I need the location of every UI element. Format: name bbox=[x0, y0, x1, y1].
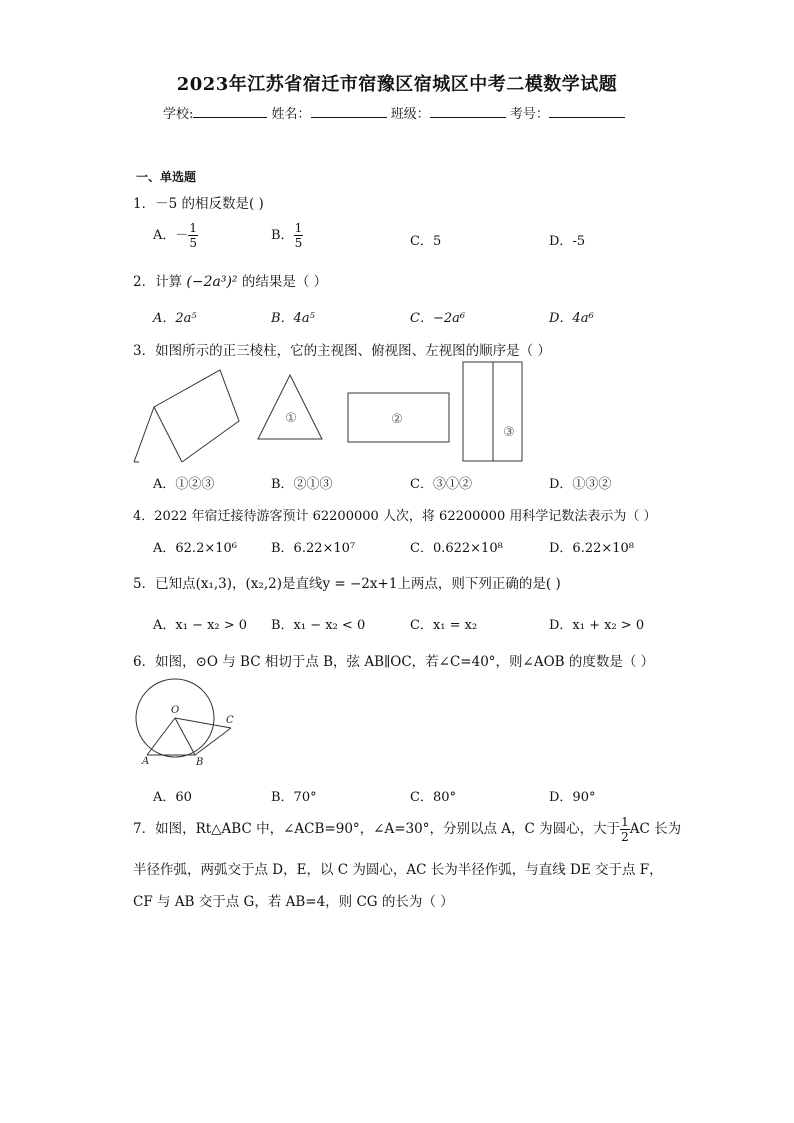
q2-option-b: B．4a⁵ bbox=[271, 311, 315, 326]
q6-label-b: B bbox=[196, 757, 204, 768]
q6-option-b: B．70° bbox=[271, 790, 317, 805]
question-7-line-3: CF 与 AB 交于点 G，若 AB=4，则 CG 的长为（ ） bbox=[133, 894, 454, 910]
q4-option-a: A．62.2×10⁶ bbox=[153, 541, 237, 556]
q6-circle-figure bbox=[134, 686, 244, 768]
exam-no-field[interactable] bbox=[549, 105, 625, 118]
q3-top-view-figure bbox=[347, 392, 451, 444]
q3-option-d: D．①③② bbox=[549, 477, 612, 492]
q2-option-a: A．2a⁵ bbox=[153, 311, 197, 326]
q3-prism-figure bbox=[130, 365, 242, 465]
q5-option-b: B．x₁ − x₂ < 0 bbox=[271, 618, 366, 633]
q6-label-o: O bbox=[171, 705, 180, 716]
q3-option-a: A．①②③ bbox=[153, 477, 215, 492]
section-heading: 一、单选题 bbox=[136, 170, 197, 184]
q2-option-d: D．4a⁶ bbox=[549, 311, 594, 326]
q3-label-2: ② bbox=[391, 412, 403, 427]
page-title: 2023年江苏省宿迁市宿豫区宿城区中考二模数学试题 bbox=[176, 74, 618, 95]
q4-option-d: D．6.22×10⁸ bbox=[549, 541, 635, 556]
q3-left-view-figure bbox=[462, 361, 524, 463]
question-6-stem: 6．如图，⊙O 与 BC 相切于点 B，弦 AB∥OC，若∠C=40°，则∠AOB 的度数是（ ） bbox=[133, 654, 655, 670]
question-3-stem: 3．如图所示的正三棱柱，它的主视图、俯视图、左视图的顺序是（ ） bbox=[133, 343, 551, 359]
q3-main-view-figure bbox=[255, 373, 325, 441]
student-info-row bbox=[163, 103, 625, 122]
q2-option-c: C．−2a⁶ bbox=[410, 311, 466, 326]
q1-option-d: D．-5 bbox=[549, 234, 586, 249]
q5-option-c: C．x₁ = x₂ bbox=[410, 618, 478, 633]
q6-option-a: A．60 bbox=[153, 790, 192, 805]
q6-option-d: D．90° bbox=[549, 790, 596, 805]
exam-no-label: 考号： bbox=[509, 107, 549, 122]
q1-option-b: B． $\frac{1}{5}$ bbox=[271, 221, 303, 250]
name-label: 姓名： bbox=[271, 107, 311, 122]
name-field[interactable] bbox=[311, 105, 387, 118]
school-field[interactable] bbox=[193, 105, 267, 118]
question-7-line-1: 7．如图，Rt△ABC 中，∠ACB=90°，∠A=30°，分别以点 A，C 为圆心，大于 $\frac{1}{2}$ AC 长为 bbox=[133, 815, 682, 844]
question-1-stem: 1．－5 的相反数是( ) bbox=[133, 196, 264, 212]
q1-option-c: C．5 bbox=[410, 234, 442, 249]
school-label: 学校: bbox=[163, 107, 194, 122]
q6-label-c: C bbox=[226, 715, 234, 726]
q3-option-b: B．②①③ bbox=[271, 477, 333, 492]
q4-option-b: B．6.22×10⁷ bbox=[271, 541, 356, 556]
class-field[interactable] bbox=[430, 105, 506, 118]
q3-option-c: C．③①② bbox=[410, 477, 472, 492]
q4-option-c: C．0.622×10⁸ bbox=[410, 541, 503, 556]
q3-label-1: ① bbox=[285, 411, 297, 426]
question-2-stem: 2．计算 (−2a³)² 的结果是（ ） bbox=[133, 274, 328, 290]
class-label: 班级： bbox=[390, 107, 430, 122]
question-7-line-2: 半径作弧，两弧交于点 D，E，以 C 为圆心，AC 长为半径作弧，与直线 DE 交于点 F， bbox=[133, 862, 663, 878]
q5-option-d: D．x₁ + x₂ > 0 bbox=[549, 618, 645, 633]
q6-option-c: C．80° bbox=[410, 790, 456, 805]
q2-expression: (−2a³)² bbox=[186, 274, 238, 290]
question-5-stem: 5．已知点(x₁,3)，(x₂,2)是直线y = −2x+1上两点，则下列正确的是( ) bbox=[133, 576, 561, 592]
q5-option-a: A．x₁ − x₂ > 0 bbox=[153, 618, 248, 633]
q3-label-3: ③ bbox=[503, 425, 515, 440]
q6-label-a: A bbox=[142, 756, 150, 767]
question-4-stem: 4．2022 年宿迁接待游客预计 62200000 人次，将 62200000 用科学记数法表示为（ ） bbox=[133, 509, 657, 524]
q1-option-a: A．－ $\frac{1}{5}$ bbox=[153, 221, 198, 250]
